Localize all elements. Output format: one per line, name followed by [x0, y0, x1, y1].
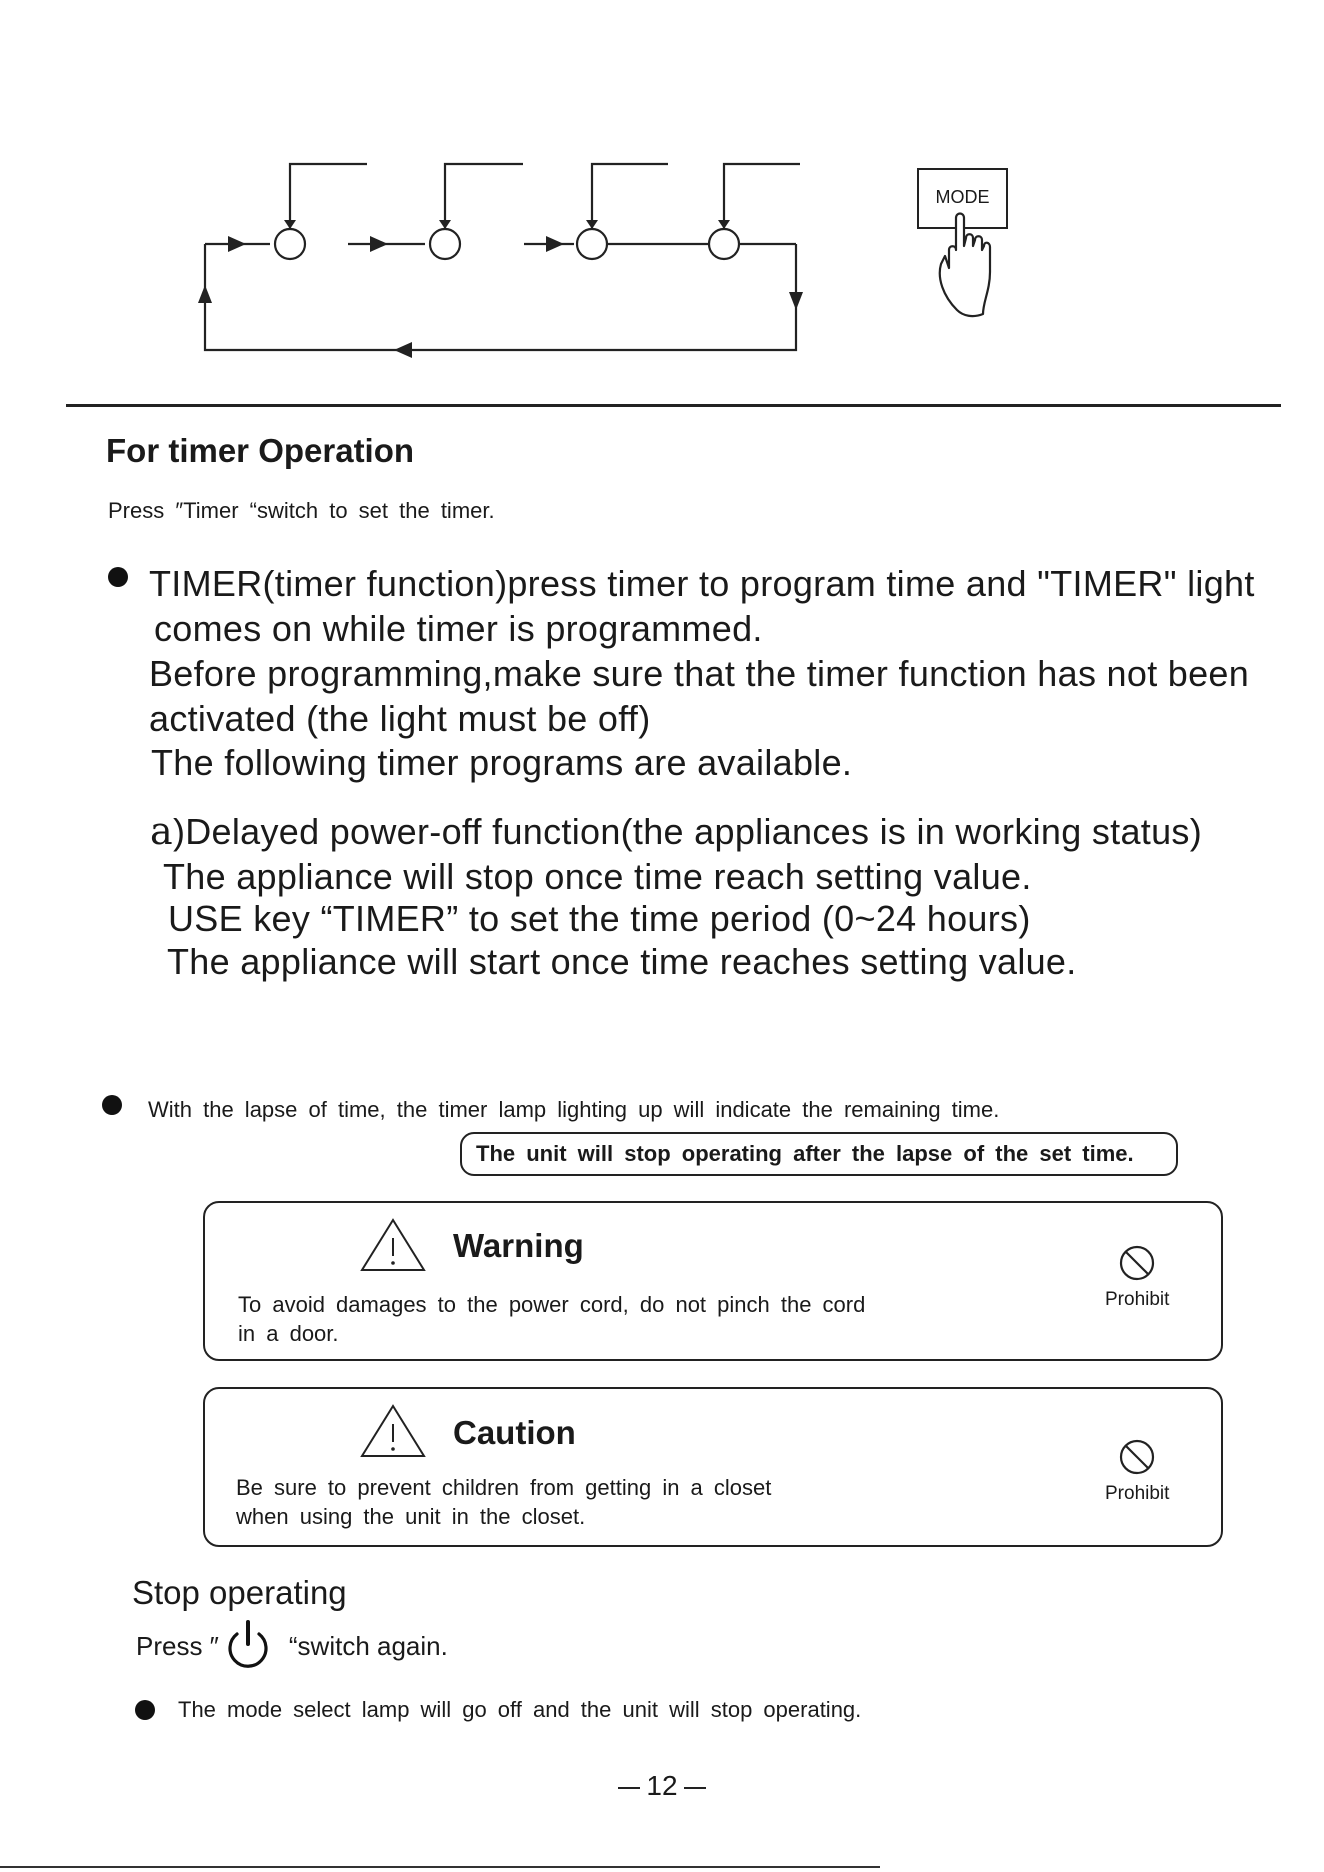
- caution-prohibit-label: Prohibit: [1105, 1483, 1170, 1504]
- warning-triangle-icon: [360, 1218, 426, 1272]
- lapse-note: With the lapse of time, the timer lamp lighting up will indicate the remaining time.: [148, 1097, 1000, 1122]
- timer-section-title: For timer Operation: [106, 432, 415, 469]
- option-a-line2: USE key “TIMER” to set the time period (0~24 hours): [168, 898, 1031, 939]
- mode-indicator-1: [275, 229, 305, 259]
- timer-para-line1: TIMER(timer function)press timer to program time and "TIMER" light: [149, 563, 1255, 604]
- mode-indicator-4: [709, 229, 739, 259]
- bullet-lapse: [102, 1095, 122, 1115]
- option-a-line3: The appliance will start once time reaches setting value.: [167, 941, 1077, 982]
- warning-box: [203, 1201, 1223, 1361]
- page-number-value: 12: [646, 1770, 678, 1801]
- stop-press-prefix: Press ″: [136, 1630, 219, 1661]
- power-icon: [221, 1620, 275, 1672]
- timer-para-line4: activated (the light must be off): [149, 698, 651, 739]
- timer-para-line5: The following timer programs are available.: [151, 742, 853, 783]
- mode-button-label: MODE: [935, 187, 990, 207]
- caution-text-line1: Be sure to prevent children from getting in a closet: [236, 1475, 772, 1500]
- stop-after-lapse-note: The unit will stop operating after the lapse of the set time.: [460, 1132, 1178, 1176]
- option-a-line1: The appliance will stop once time reach setting value.: [163, 856, 1032, 897]
- mode-cycle-diagram: [0, 0, 1324, 380]
- warning-text: To avoid damages to the power cord, do not pinch the cord in a door.: [238, 1292, 866, 1346]
- mode-indicator-2: [430, 229, 460, 259]
- option-a-title: )Delayed power-off function(the appliances is in working status): [172, 811, 1203, 852]
- option-a-marker: a: [150, 809, 173, 853]
- timer-para-line3: Before programming,make sure that the timer function has not been: [149, 653, 1250, 694]
- mode-indicator-3: [577, 229, 607, 259]
- timer-instruction: Press ″Timer “switch to set the timer.: [108, 498, 495, 523]
- warning-title: Warning: [453, 1227, 584, 1264]
- timer-para-line2: comes on while timer is programmed.: [154, 608, 763, 649]
- stop-instruction: [136, 1620, 448, 1672]
- stop-note: The mode select lamp will go off and the unit will stop operating.: [178, 1697, 862, 1722]
- pressing-hand-icon: [935, 210, 1005, 325]
- bullet-stop: [135, 1700, 155, 1720]
- caution-triangle-icon: [360, 1404, 426, 1458]
- caution-box: [203, 1387, 1223, 1547]
- stop-press-suffix: “switch again.: [288, 1630, 448, 1661]
- warning-prohibit-label: Prohibit: [1105, 1289, 1170, 1310]
- page-number: [0, 1770, 1324, 1802]
- option-a-heading: [150, 809, 1203, 853]
- prohibit-icon: [1117, 1437, 1157, 1477]
- prohibit-icon: [1117, 1243, 1157, 1283]
- bottom-edge-line: [0, 1866, 880, 1868]
- bullet-timer: [108, 567, 128, 587]
- caution-text-line2: when using the unit in the closet.: [236, 1504, 586, 1529]
- section-divider: [66, 404, 1281, 407]
- stop-section-title: Stop operating: [132, 1574, 347, 1611]
- caution-title: Caution: [453, 1414, 576, 1451]
